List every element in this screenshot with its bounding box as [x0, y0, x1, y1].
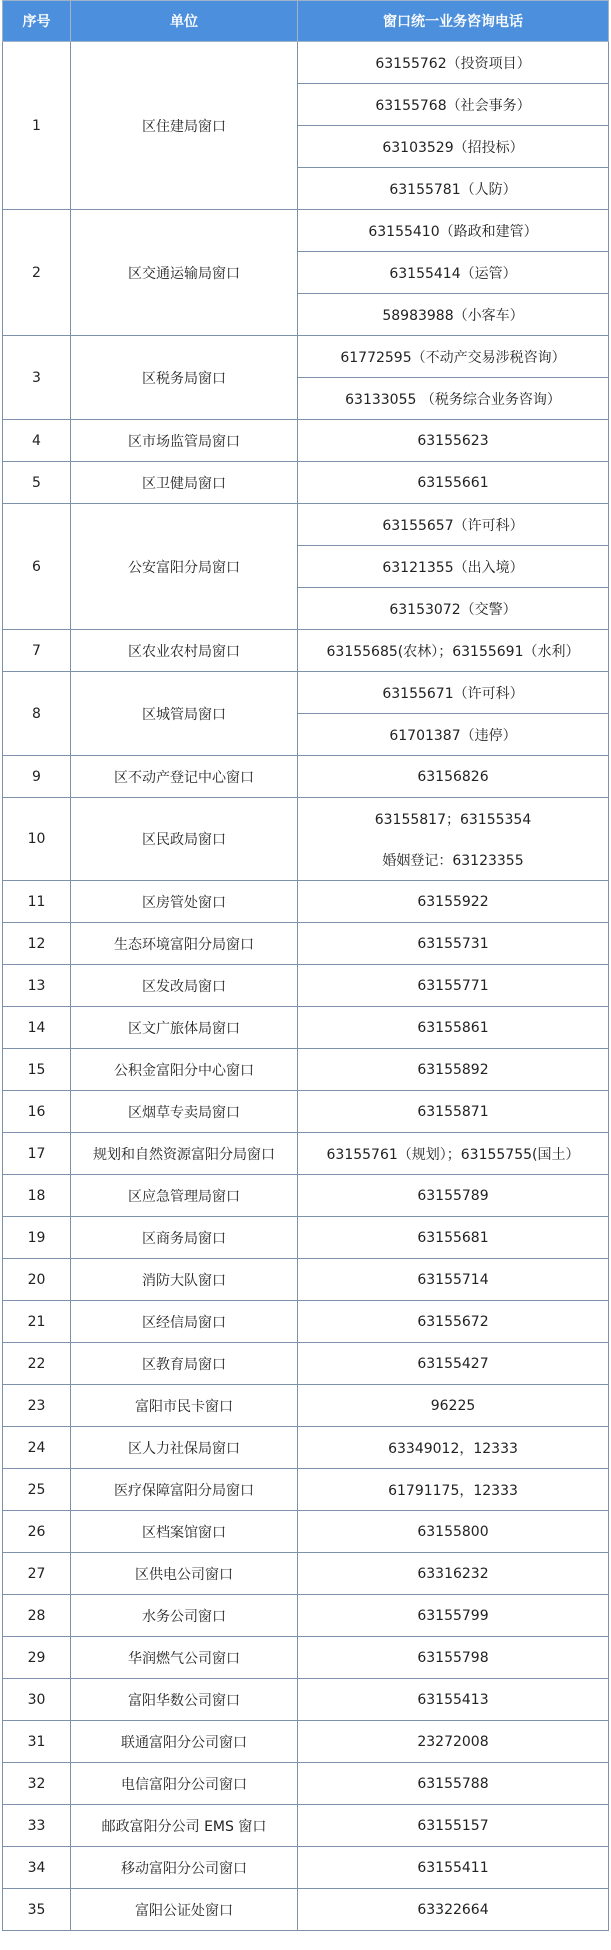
table-row — [3, 210, 609, 252]
table-row — [3, 1133, 609, 1175]
phone-number: 23272008 — [298, 1721, 609, 1763]
table-row — [3, 1049, 609, 1091]
row-index: 35 — [3, 1889, 71, 1931]
row-index: 26 — [3, 1511, 71, 1553]
phone-number: 63155798 — [298, 1637, 609, 1679]
row-index: 14 — [3, 1007, 71, 1049]
table-row — [3, 630, 609, 672]
unit-name: 区经信局窗口 — [71, 1301, 298, 1343]
phone-number: 61791175，12333 — [298, 1469, 609, 1511]
phone-number: 63155714 — [298, 1259, 609, 1301]
row-index: 10 — [3, 798, 71, 881]
table-row — [3, 1595, 609, 1637]
row-index: 30 — [3, 1679, 71, 1721]
row-index: 18 — [3, 1175, 71, 1217]
unit-name: 区不动产登记中心窗口 — [71, 756, 298, 798]
row-index: 20 — [3, 1259, 71, 1301]
unit-name: 区文广旅体局窗口 — [71, 1007, 298, 1049]
phone-number: 63156826 — [298, 756, 609, 798]
phone-number: 63155623 — [298, 420, 609, 462]
table-row — [3, 336, 609, 378]
row-index: 29 — [3, 1637, 71, 1679]
phone-number: 63155657（许可科） — [298, 504, 609, 546]
unit-name: 区烟草专卖局窗口 — [71, 1091, 298, 1133]
table-row — [3, 1007, 609, 1049]
row-index: 32 — [3, 1763, 71, 1805]
unit-name: 区农业农村局窗口 — [71, 630, 298, 672]
phone-number: 63155892 — [298, 1049, 609, 1091]
phone-number: 63322664 — [298, 1889, 609, 1931]
unit-name: 生态环境富阳分局窗口 — [71, 923, 298, 965]
table-row — [3, 1511, 609, 1553]
unit-name: 区应急管理局窗口 — [71, 1175, 298, 1217]
phone-number: 96225 — [298, 1385, 609, 1427]
row-index: 9 — [3, 756, 71, 798]
row-index: 7 — [3, 630, 71, 672]
phone-number: 63155157 — [298, 1805, 609, 1847]
phone-number: 61772595（不动产交易涉税咨询） — [298, 336, 609, 378]
unit-name: 华润燃气公司窗口 — [71, 1637, 298, 1679]
table-row — [3, 1637, 609, 1679]
phone-number: 63155681 — [298, 1217, 609, 1259]
row-index: 6 — [3, 504, 71, 630]
table-row — [3, 1259, 609, 1301]
phone-number: 63155414（运管） — [298, 252, 609, 294]
unit-name: 区交通运输局窗口 — [71, 210, 298, 336]
phone-number: 63155685(农林）；63155691（水利） — [298, 630, 609, 672]
phone-number: 63155817；63155354 — [298, 798, 609, 840]
phone-number: 63155427 — [298, 1343, 609, 1385]
unit-name: 区民政局窗口 — [71, 798, 298, 881]
unit-name: 富阳华数公司窗口 — [71, 1679, 298, 1721]
row-index: 33 — [3, 1805, 71, 1847]
row-index: 15 — [3, 1049, 71, 1091]
row-index: 23 — [3, 1385, 71, 1427]
phone-directory — [2, 0, 608, 1931]
unit-name: 医疗保障富阳分局窗口 — [71, 1469, 298, 1511]
table-row — [3, 1763, 609, 1805]
unit-name: 区市场监管局窗口 — [71, 420, 298, 462]
row-index: 21 — [3, 1301, 71, 1343]
phone-number: 63155661 — [298, 462, 609, 504]
phone-number: 63155413 — [298, 1679, 609, 1721]
phone-number: 63133055 （税务综合业务咨询） — [298, 378, 609, 420]
header-phone: 窗口统一业务咨询电话 — [298, 1, 609, 42]
table-row — [3, 1889, 609, 1931]
phone-number: 63155781（人防） — [298, 168, 609, 210]
table-row — [3, 504, 609, 546]
table-row — [3, 420, 609, 462]
phone-number: 63155788 — [298, 1763, 609, 1805]
table-body — [3, 42, 609, 1931]
row-index: 17 — [3, 1133, 71, 1175]
table-row — [3, 1805, 609, 1847]
table-row — [3, 798, 609, 840]
phone-number: 63155861 — [298, 1007, 609, 1049]
unit-name: 区房管处窗口 — [71, 881, 298, 923]
phone-number: 63153072（交警） — [298, 588, 609, 630]
table-row — [3, 965, 609, 1007]
table-row — [3, 1847, 609, 1889]
row-index: 5 — [3, 462, 71, 504]
phone-number: 63155789 — [298, 1175, 609, 1217]
table-row — [3, 1679, 609, 1721]
table-row — [3, 462, 609, 504]
row-index: 12 — [3, 923, 71, 965]
unit-name: 区税务局窗口 — [71, 336, 298, 420]
unit-name: 电信富阳分公司窗口 — [71, 1763, 298, 1805]
directory-table — [2, 0, 609, 1931]
table-header — [3, 1, 609, 42]
unit-name: 区档案馆窗口 — [71, 1511, 298, 1553]
phone-number: 63155411 — [298, 1847, 609, 1889]
phone-number: 63121355（出入境） — [298, 546, 609, 588]
row-index: 8 — [3, 672, 71, 756]
unit-name: 区发改局窗口 — [71, 965, 298, 1007]
table-row — [3, 1091, 609, 1133]
phone-number: 63155672 — [298, 1301, 609, 1343]
unit-name: 邮政富阳分公司 EMS 窗口 — [71, 1805, 298, 1847]
phone-number: 婚姻登记：63123355 — [298, 839, 609, 881]
unit-name: 规划和自然资源富阳分局窗口 — [71, 1133, 298, 1175]
phone-number: 63316232 — [298, 1553, 609, 1595]
phone-number: 63155771 — [298, 965, 609, 1007]
table-row — [3, 1301, 609, 1343]
table-row — [3, 1343, 609, 1385]
unit-name: 水务公司窗口 — [71, 1595, 298, 1637]
unit-name: 区人力社保局窗口 — [71, 1427, 298, 1469]
table-row — [3, 1553, 609, 1595]
unit-name: 区供电公司窗口 — [71, 1553, 298, 1595]
header-unit: 单位 — [71, 1, 298, 42]
row-index: 16 — [3, 1091, 71, 1133]
unit-name: 公安富阳分局窗口 — [71, 504, 298, 630]
row-index: 28 — [3, 1595, 71, 1637]
row-index: 34 — [3, 1847, 71, 1889]
phone-number: 63155410（路政和建管） — [298, 210, 609, 252]
unit-name: 富阳公证处窗口 — [71, 1889, 298, 1931]
phone-number: 61701387（违停） — [298, 714, 609, 756]
unit-name: 区教育局窗口 — [71, 1343, 298, 1385]
phone-number: 63155922 — [298, 881, 609, 923]
unit-name: 区商务局窗口 — [71, 1217, 298, 1259]
row-index: 24 — [3, 1427, 71, 1469]
table-row — [3, 672, 609, 714]
row-index: 27 — [3, 1553, 71, 1595]
phone-number: 58983988（小客车） — [298, 294, 609, 336]
row-index: 13 — [3, 965, 71, 1007]
row-index: 22 — [3, 1343, 71, 1385]
table-row — [3, 881, 609, 923]
unit-name: 区卫健局窗口 — [71, 462, 298, 504]
row-index: 31 — [3, 1721, 71, 1763]
table-row — [3, 923, 609, 965]
table-row — [3, 1385, 609, 1427]
table-row — [3, 1427, 609, 1469]
table-row — [3, 1469, 609, 1511]
unit-name: 富阳市民卡窗口 — [71, 1385, 298, 1427]
table-row — [3, 1217, 609, 1259]
table-row — [3, 1721, 609, 1763]
row-index: 11 — [3, 881, 71, 923]
phone-number: 63103529（招投标） — [298, 126, 609, 168]
header-index: 序号 — [3, 1, 71, 42]
row-index: 2 — [3, 210, 71, 336]
unit-name: 消防大队窗口 — [71, 1259, 298, 1301]
phone-number: 63349012，12333 — [298, 1427, 609, 1469]
row-index: 25 — [3, 1469, 71, 1511]
phone-number: 63155761（规划）；63155755(国土） — [298, 1133, 609, 1175]
unit-name: 区城管局窗口 — [71, 672, 298, 756]
unit-name: 移动富阳分公司窗口 — [71, 1847, 298, 1889]
phone-number: 63155762（投资项目） — [298, 42, 609, 84]
phone-number: 63155871 — [298, 1091, 609, 1133]
unit-name: 联通富阳分公司窗口 — [71, 1721, 298, 1763]
table-row — [3, 1175, 609, 1217]
row-index: 4 — [3, 420, 71, 462]
phone-number: 63155799 — [298, 1595, 609, 1637]
table-row — [3, 756, 609, 798]
phone-number: 63155800 — [298, 1511, 609, 1553]
header-row — [3, 1, 609, 42]
phone-number: 63155731 — [298, 923, 609, 965]
table-row — [3, 42, 609, 84]
row-index: 3 — [3, 336, 71, 420]
unit-name: 公积金富阳分中心窗口 — [71, 1049, 298, 1091]
row-index: 1 — [3, 42, 71, 210]
phone-number: 63155671（许可科） — [298, 672, 609, 714]
phone-number: 63155768（社会事务） — [298, 84, 609, 126]
row-index: 19 — [3, 1217, 71, 1259]
unit-name: 区住建局窗口 — [71, 42, 298, 210]
